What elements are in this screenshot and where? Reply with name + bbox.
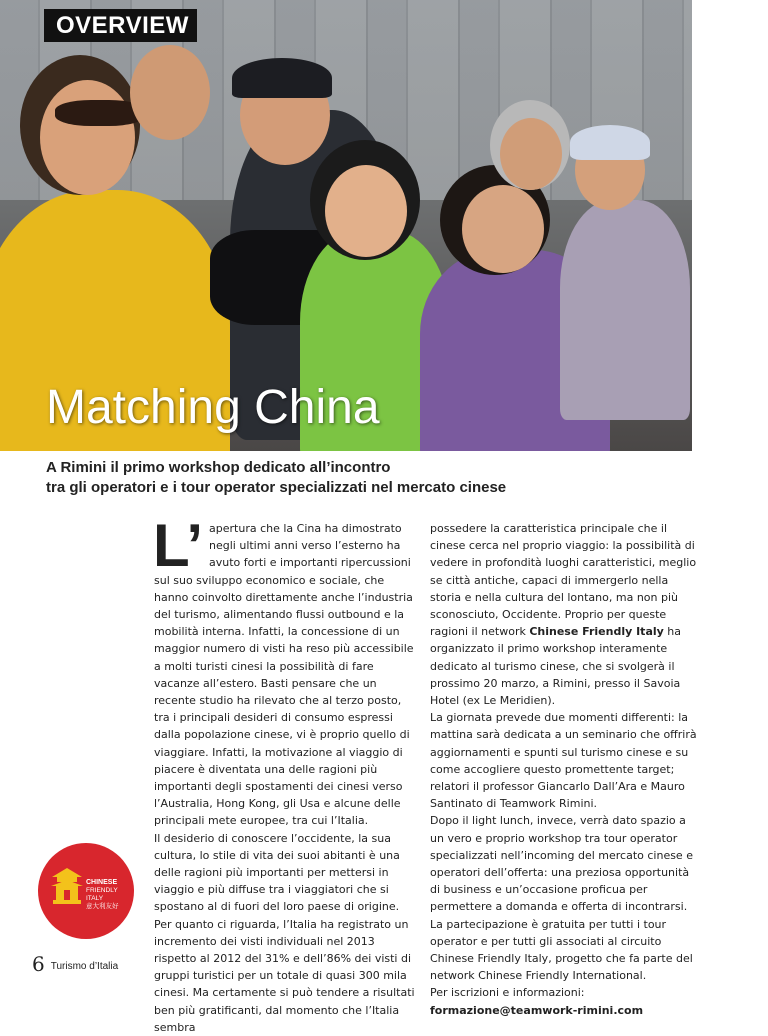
body-paragraph: Dopo il light lunch, invece, verrà dato spazio a un vero e proprio workshop tra tour operator specializzati nell’incoming del mercato cinese e operatori dell’offerta: una preziosa opportunità di business e un’occasione proficua per permettere a domanda e offerta di incontrarsi. [430,814,693,914]
body-paragraph: Il desiderio di conoscere l’occidente, la sua cultura, lo stile di vita dei suoi abitanti è una delle ragioni più importanti per mettersi in viaggio e più diffuse tra i viaggiatori che si spostano al di fuori del loro paese di origine. [154,831,400,914]
article-title: Matching China [46,381,380,434]
page-footer [32,952,118,976]
network-name: Chinese Friendly Italy [529,625,664,639]
body-paragraph: La partecipazione è gratuita per tutti i tour operator e per tutti gli associati al circuito Chinese Friendly Italy, progetto che fa parte del network Chinese Friendly International. [430,917,693,983]
article-subtitle [46,458,566,498]
subtitle-line: tra gli operatori e i tour operator specializzati nel mercato cinese [46,479,507,496]
chinese-friendly-italy-logo [38,843,134,939]
contact-email[interactable]: formazione@teamwork-rimini.com [430,1003,644,1017]
logo-text: CHINESE FRIENDLY ITALY 意大利友好 [86,879,119,910]
body-paragraph: Per quanto ci riguarda, l’Italia ha registrato un incremento dei visti individuali nel 2013 rispetto al 2012 del 31% e dell’86% dei visti di gruppi turistici per un totale di quasi 300 mila cinesi. Ma certamente si può tendere a risultati ben più gratificanti, dal momento che l’Italia sembra [154,917,415,1034]
article-column-left [153,512,416,1036]
section-label: OVERVIEW [44,9,197,42]
pagoda-icon [50,865,84,909]
body-paragraph: La giornata prevede due momenti differenti: la mattina sarà dedicata a un seminario che offrirà aggiornamenti e spunti sul turismo cinese e su come accogliere questo promettente target; relatori il professor Giancarlo Dall’Ara e Mauro Santinato di Teamwork Rimini. [430,711,697,811]
body-paragraph: L’ apertura che la Cina ha dimostrato negli ultimi anni verso l’esterno ha avuto forti e importanti ripercussioni sul suo sviluppo economico e sociale, che hanno coinvolto direttamente anche l’industria del turismo, alimentando flussi outbound e la mobilità interna. Infatti, la concessione di un maggior numero di visti ha reso più accessibile a molti turisti cinesi la possibilità di fare vacanze all’estero. Basti pensare che un recente studio ha rilevato che al terzo posto, tra i principali desideri di consumo espressi dalla popolazione cinese, vi è proprio quello di viaggiare. Infatti, la motivazione al viaggio di piacere è diventata una delle ragioni più importanti degli spostamenti dei cinesi verso l’Australia, Hong Kong, gli Usa e alcune delle principali mete europee, tra cui l’Italia. [153,512,414,828]
subtitle-line: A Rimini il primo workshop dedicato all’incontro [46,459,391,476]
page-number: 6 [32,952,45,976]
body-paragraph: possedere la caratteristica principale che il cinese cerca nel proprio viaggio: la possibilità di vedere in profondità luoghi caratteristici, meglio se città antiche, capaci di immergerlo nella storia e nella cultura del lontano, ma non più sconosciuto, Occidente. Proprio per queste ragioni il network Chinese Friendly Italy ha organizzato il primo workshop interamente dedicato al turismo cinese, che si svolgerà il prossimo 20 marzo, a Rimini, presso il Savoia Hotel (ex Le Meridien). [430,522,697,708]
body-paragraph: Per iscrizioni e informazioni: [430,986,585,1000]
publication-name: Turismo d’Italia [50,961,119,972]
drop-cap: L’ [153,512,204,579]
article-column-right [430,520,700,1019]
